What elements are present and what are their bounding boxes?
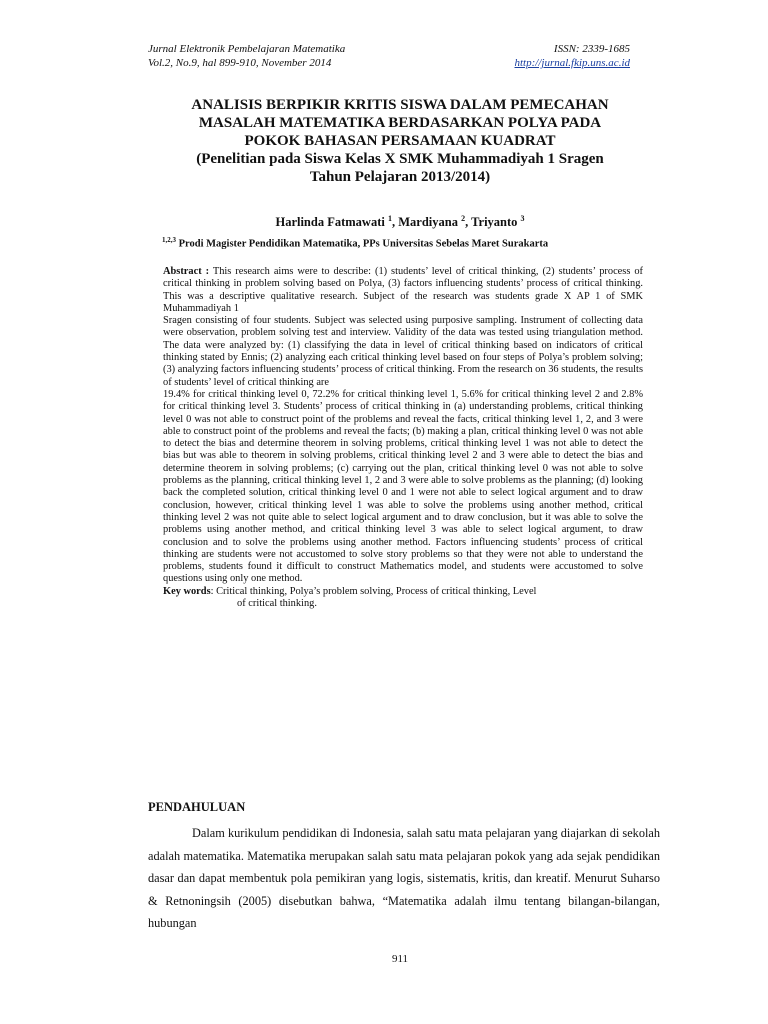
abstract-paragraph bbox=[163, 266, 643, 315]
title-line: ANALISIS BERPIKIR KRITIS SISWA DALAM PEMECAHAN bbox=[191, 97, 609, 113]
abstract-block bbox=[163, 266, 643, 610]
journal-volume: Vol.2, No.9, hal 899-910, November 2014 bbox=[148, 57, 332, 69]
keywords-text: : Critical thinking, Polya’s problem solving, Process of critical thinking, Level bbox=[210, 585, 537, 597]
abstract-paragraph: 19.4% for critical thinking level 0, 72.2% for critical thinking level 1, 5.6% for critical thinking level 2 and 2.8% for critical thinking level 3. Students’ process of critical thinking in (a) understanding problems, critical thinking level 0 was not able to construct point of the problems and reveal the facts, critical thinking level 1, 2, and 3 were able to construct point of the problems and reveal the facts; (b) making a plan, critical thinking level 0 was not able to detect the bias and determine theorem in solving problems, critical thinking level 1 was not able to detect the bias but was able to theorem in solving problems, critical thinking level 2 and 3 were able to detect the bias and determine theorem in solving problems; (c) carrying out the plan, critical thinking level 0 was not able to solve problems as the planning, critical thinking level 1, 2 and 3 were able to solve problems as the planning; (d) looking back the completed solution, critical thinking level 0 and 1 were not able to select logical argument and to draw conclusion, however, critical thinking level 1 was able to solve the problems using another method, critical thinking level 2 was not quite able to select logical argument and to draw conclusion, but it was able to solve the problems using another method, and critical thinking level 3 was able to select logical argument, to draw conclusion and to solve the problems using another method. Factors influencing students’ process of critical thinking are students were not accustomed to solve story problems so that they were not able to understand the problems, students found it difficult to construct Mathematics model, and students were accustomed to solve questions using only one method. bbox=[163, 388, 643, 585]
subtitle-line: Tahun Pelajaran 2013/2014) bbox=[309, 169, 491, 185]
body-text bbox=[148, 822, 660, 935]
affiliation-index: 1,2,3 bbox=[162, 236, 176, 244]
author-separator: , bbox=[391, 215, 399, 230]
journal-name: Jurnal Elektronik Pembelajaran Matematika bbox=[148, 43, 346, 55]
journal-url-link[interactable]: http://jurnal.fkip.uns.ac.id bbox=[514, 57, 630, 69]
issn: ISSN: 2339-1685 bbox=[553, 43, 630, 55]
author-name: Harlinda Fatmawati bbox=[275, 215, 385, 230]
title-line: POKOK BAHASAN PERSAMAAN KUADRAT bbox=[244, 133, 556, 149]
author-index: 2 bbox=[461, 214, 466, 223]
affiliation-text: Prodi Magister Pendidikan Matematika, PPs Universitas Sebelas Maret Surakarta bbox=[178, 238, 549, 250]
section-heading: PENDAHULUAN bbox=[148, 800, 246, 814]
journal-header bbox=[148, 42, 345, 70]
author-index: 1 bbox=[387, 214, 392, 223]
title-line: MASALAH MATEMATIKA BERDASARKAN POLYA PADA bbox=[198, 115, 602, 131]
keywords-continuation: of critical thinking. bbox=[237, 598, 317, 610]
journal-header-right bbox=[515, 42, 631, 70]
abstract-paragraph: Sragen consisting of four students. Subject was selected using purposive sampling. Instrument of collecting data were observation, problem solving test and interview. Validity of the data was tested using triangulation method. The data were analyzed by: (1) classifying the data in level of critical thinking based on indicators of critical thinking stated by Ennis; (2) analyzing each critical thinking level based on four steps of Polya’s problem solving; (3) analyzing factors influencing students’ process of critical thinking. From the research on 36 students, the results of students’ level of critical thinking are bbox=[163, 315, 643, 388]
abstract-label: Abstract : bbox=[163, 266, 210, 277]
affiliation bbox=[162, 236, 652, 250]
body-paragraph: Dalam kurikulum pendidikan di Indonesia, salah satu mata pelajaran yang diajarkan di sekolah adalah matematika. Matematika merupakan salah satu mata pelajaran pokok yang ada sejak pendidikan dasar dan dapat membentuk pola pemikiran yang logis, sistematis, kritis, dan kreatif. Menurut Suharso & Retnoningsih (2005) disebutkan bahwa, “Matematika adalah ilmu tentang bilangan-bilangan, hubungan bbox=[148, 826, 660, 931]
paper-title bbox=[140, 96, 660, 186]
abstract-text: This research aims were to describe: (1) students’ level of critical thinking, (2) students’ process of critical thinking in problem solving based on Polya, (3) factors influencing students’ process of critical thinking. This was a descriptive qualitative research. Subject of the research was students grade X AP 1 of SMK Muhammadiyah 1 bbox=[163, 266, 643, 314]
author-list bbox=[140, 214, 660, 230]
subtitle-line: (Penelitian pada Siswa Kelas X SMK Muhammadiyah 1 Sragen bbox=[196, 151, 604, 167]
page-number: 911 bbox=[391, 953, 409, 965]
author-index: 3 bbox=[520, 214, 525, 223]
keywords bbox=[163, 586, 643, 598]
author-name: Triyanto bbox=[471, 215, 518, 230]
author-separator: , bbox=[465, 215, 472, 230]
author-name: Mardiyana bbox=[398, 215, 458, 230]
keywords-label: Key words bbox=[163, 585, 211, 597]
